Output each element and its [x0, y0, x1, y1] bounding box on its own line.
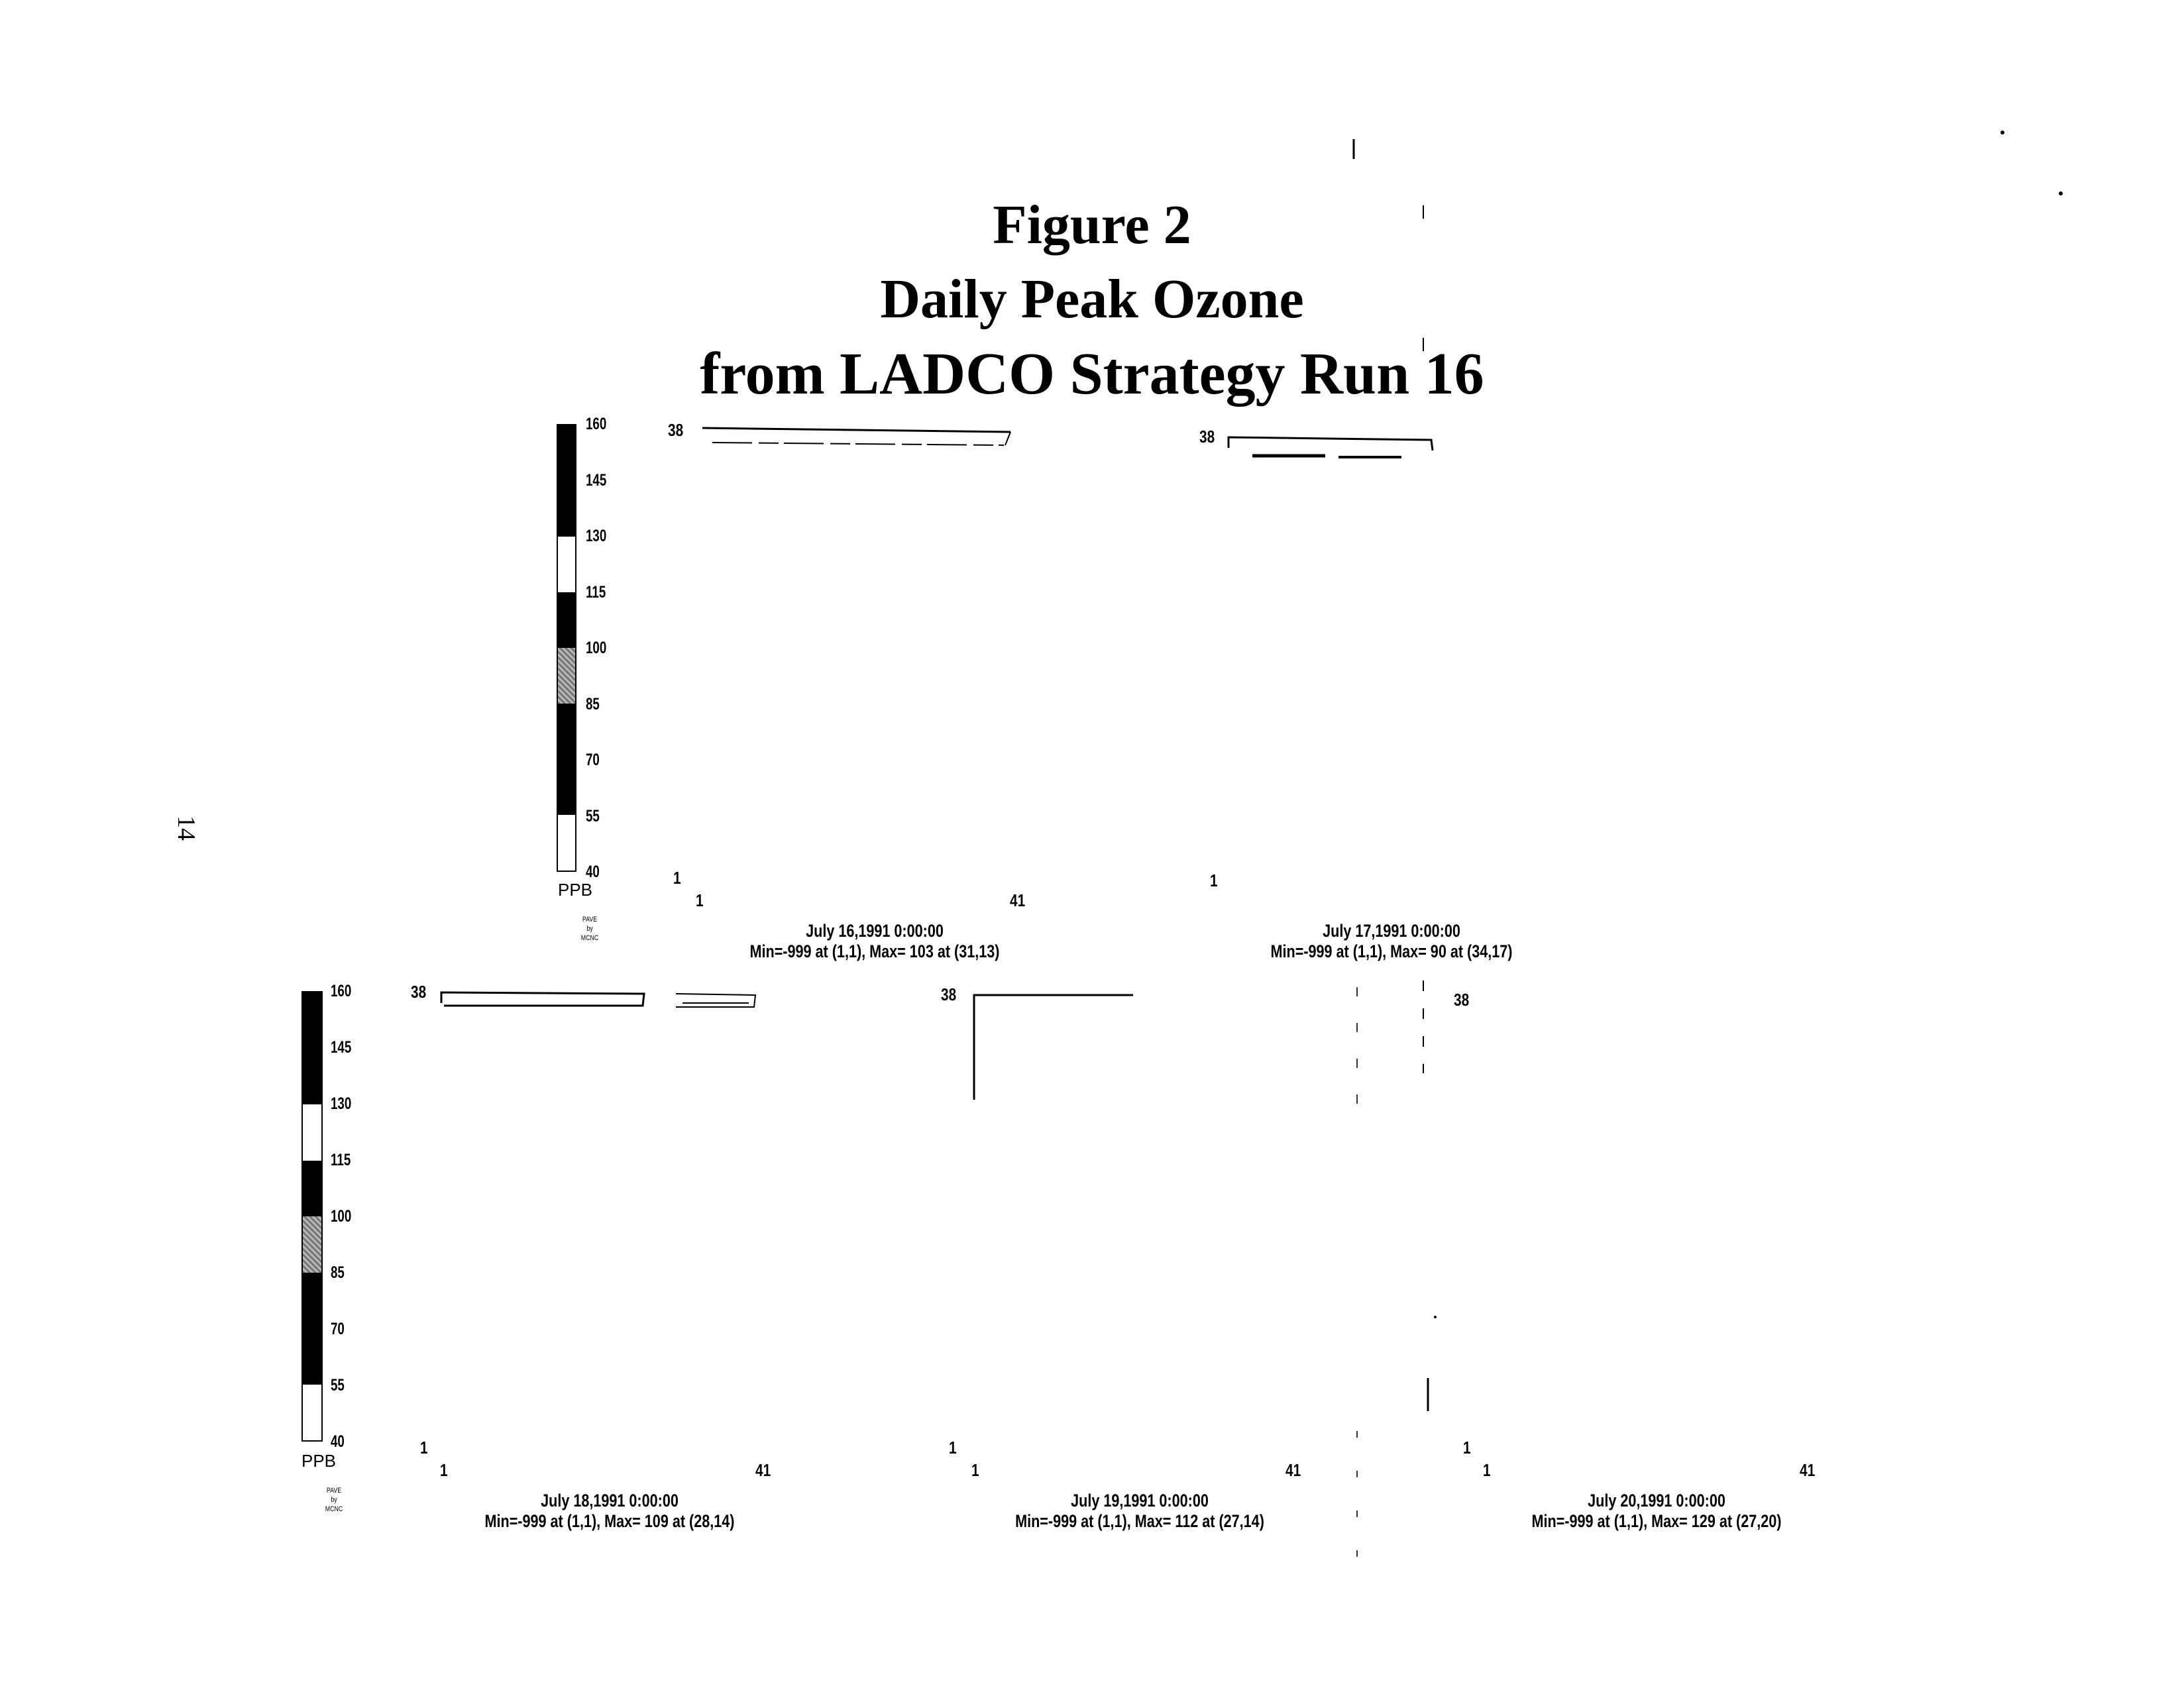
- map-caption: July 20,1991 0:00:00 Min=-999 at (1,1), Max= 129 at (27,20): [1531, 1491, 1782, 1532]
- y-axis-bottom-label: 1: [949, 1438, 957, 1458]
- x-axis-right-label: 41: [1010, 890, 1026, 910]
- x-axis-right-label: 41: [1285, 1460, 1301, 1480]
- legend-unit: PPB: [558, 880, 593, 900]
- legend-tick-label: 115: [586, 582, 606, 602]
- legend-tick-label: 40: [331, 1432, 345, 1451]
- page-number: 14: [172, 816, 200, 841]
- pave-credit: PAVE by MCNC: [325, 1487, 343, 1513]
- legend-tick-label: 70: [586, 751, 600, 769]
- pave-credit: PAVE by MCNC: [580, 916, 599, 942]
- legend-tick-label: 145: [331, 1038, 352, 1057]
- legend-tick-label: 130: [331, 1094, 352, 1113]
- y-axis-top-label: 38: [668, 420, 684, 440]
- legend-tick-label: 160: [586, 415, 607, 433]
- x-axis-left-label: 1: [440, 1460, 448, 1480]
- y-axis-top-label: 38: [1454, 990, 1470, 1010]
- y-axis-bottom-label: 1: [1210, 871, 1218, 890]
- x-axis-left-label: 1: [696, 890, 704, 910]
- y-axis-top-label: 38: [411, 982, 427, 1002]
- legend-tick-label: 100: [331, 1207, 352, 1226]
- y-axis-bottom-label: 1: [1463, 1438, 1471, 1458]
- figure-title-line1: Figure 2: [993, 194, 1191, 256]
- map-caption: July 16,1991 0:00:00 Min=-999 at (1,1), Max= 103 at (31,13): [749, 921, 1000, 962]
- legend-tick-label: 100: [586, 639, 607, 657]
- y-axis-bottom-label: 1: [673, 868, 681, 888]
- x-axis-right-label: 41: [1800, 1460, 1816, 1480]
- legend-tick-label: 130: [586, 527, 607, 545]
- x-axis-right-label: 41: [755, 1460, 771, 1480]
- legend-tick-label: 115: [331, 1151, 351, 1169]
- x-axis-left-label: 1: [1483, 1460, 1491, 1480]
- legend-tick-label: 55: [586, 806, 600, 825]
- figure-title-line2: Daily Peak Ozone: [880, 268, 1304, 330]
- y-axis-top-label: 38: [941, 984, 957, 1004]
- legend-tick-label: 145: [586, 470, 607, 490]
- legend-tick-label: 160: [331, 982, 352, 1000]
- legend-tick-label: 70: [331, 1320, 345, 1338]
- legend-tick-label: 55: [331, 1376, 345, 1395]
- x-axis-left-label: 1: [971, 1460, 979, 1480]
- y-axis-top-label: 38: [1199, 427, 1215, 447]
- figure-title-line3: from LADCO Strategy Run 16: [700, 341, 1484, 407]
- map-caption: July 19,1991 0:00:00 Min=-999 at (1,1), Max= 112 at (27,14): [1015, 1491, 1264, 1532]
- legend-unit: PPB: [301, 1451, 337, 1471]
- legend-tick-label: 40: [586, 863, 600, 881]
- legend-tick-label: 85: [586, 694, 600, 714]
- legend-tick-label: 85: [331, 1263, 345, 1282]
- map-caption: July 17,1991 0:00:00 Min=-999 at (1,1), Max= 90 at (34,17): [1270, 921, 1513, 962]
- y-axis-bottom-label: 1: [420, 1438, 428, 1458]
- map-caption: July 18,1991 0:00:00 Min=-999 at (1,1), Max= 109 at (28,14): [484, 1491, 735, 1532]
